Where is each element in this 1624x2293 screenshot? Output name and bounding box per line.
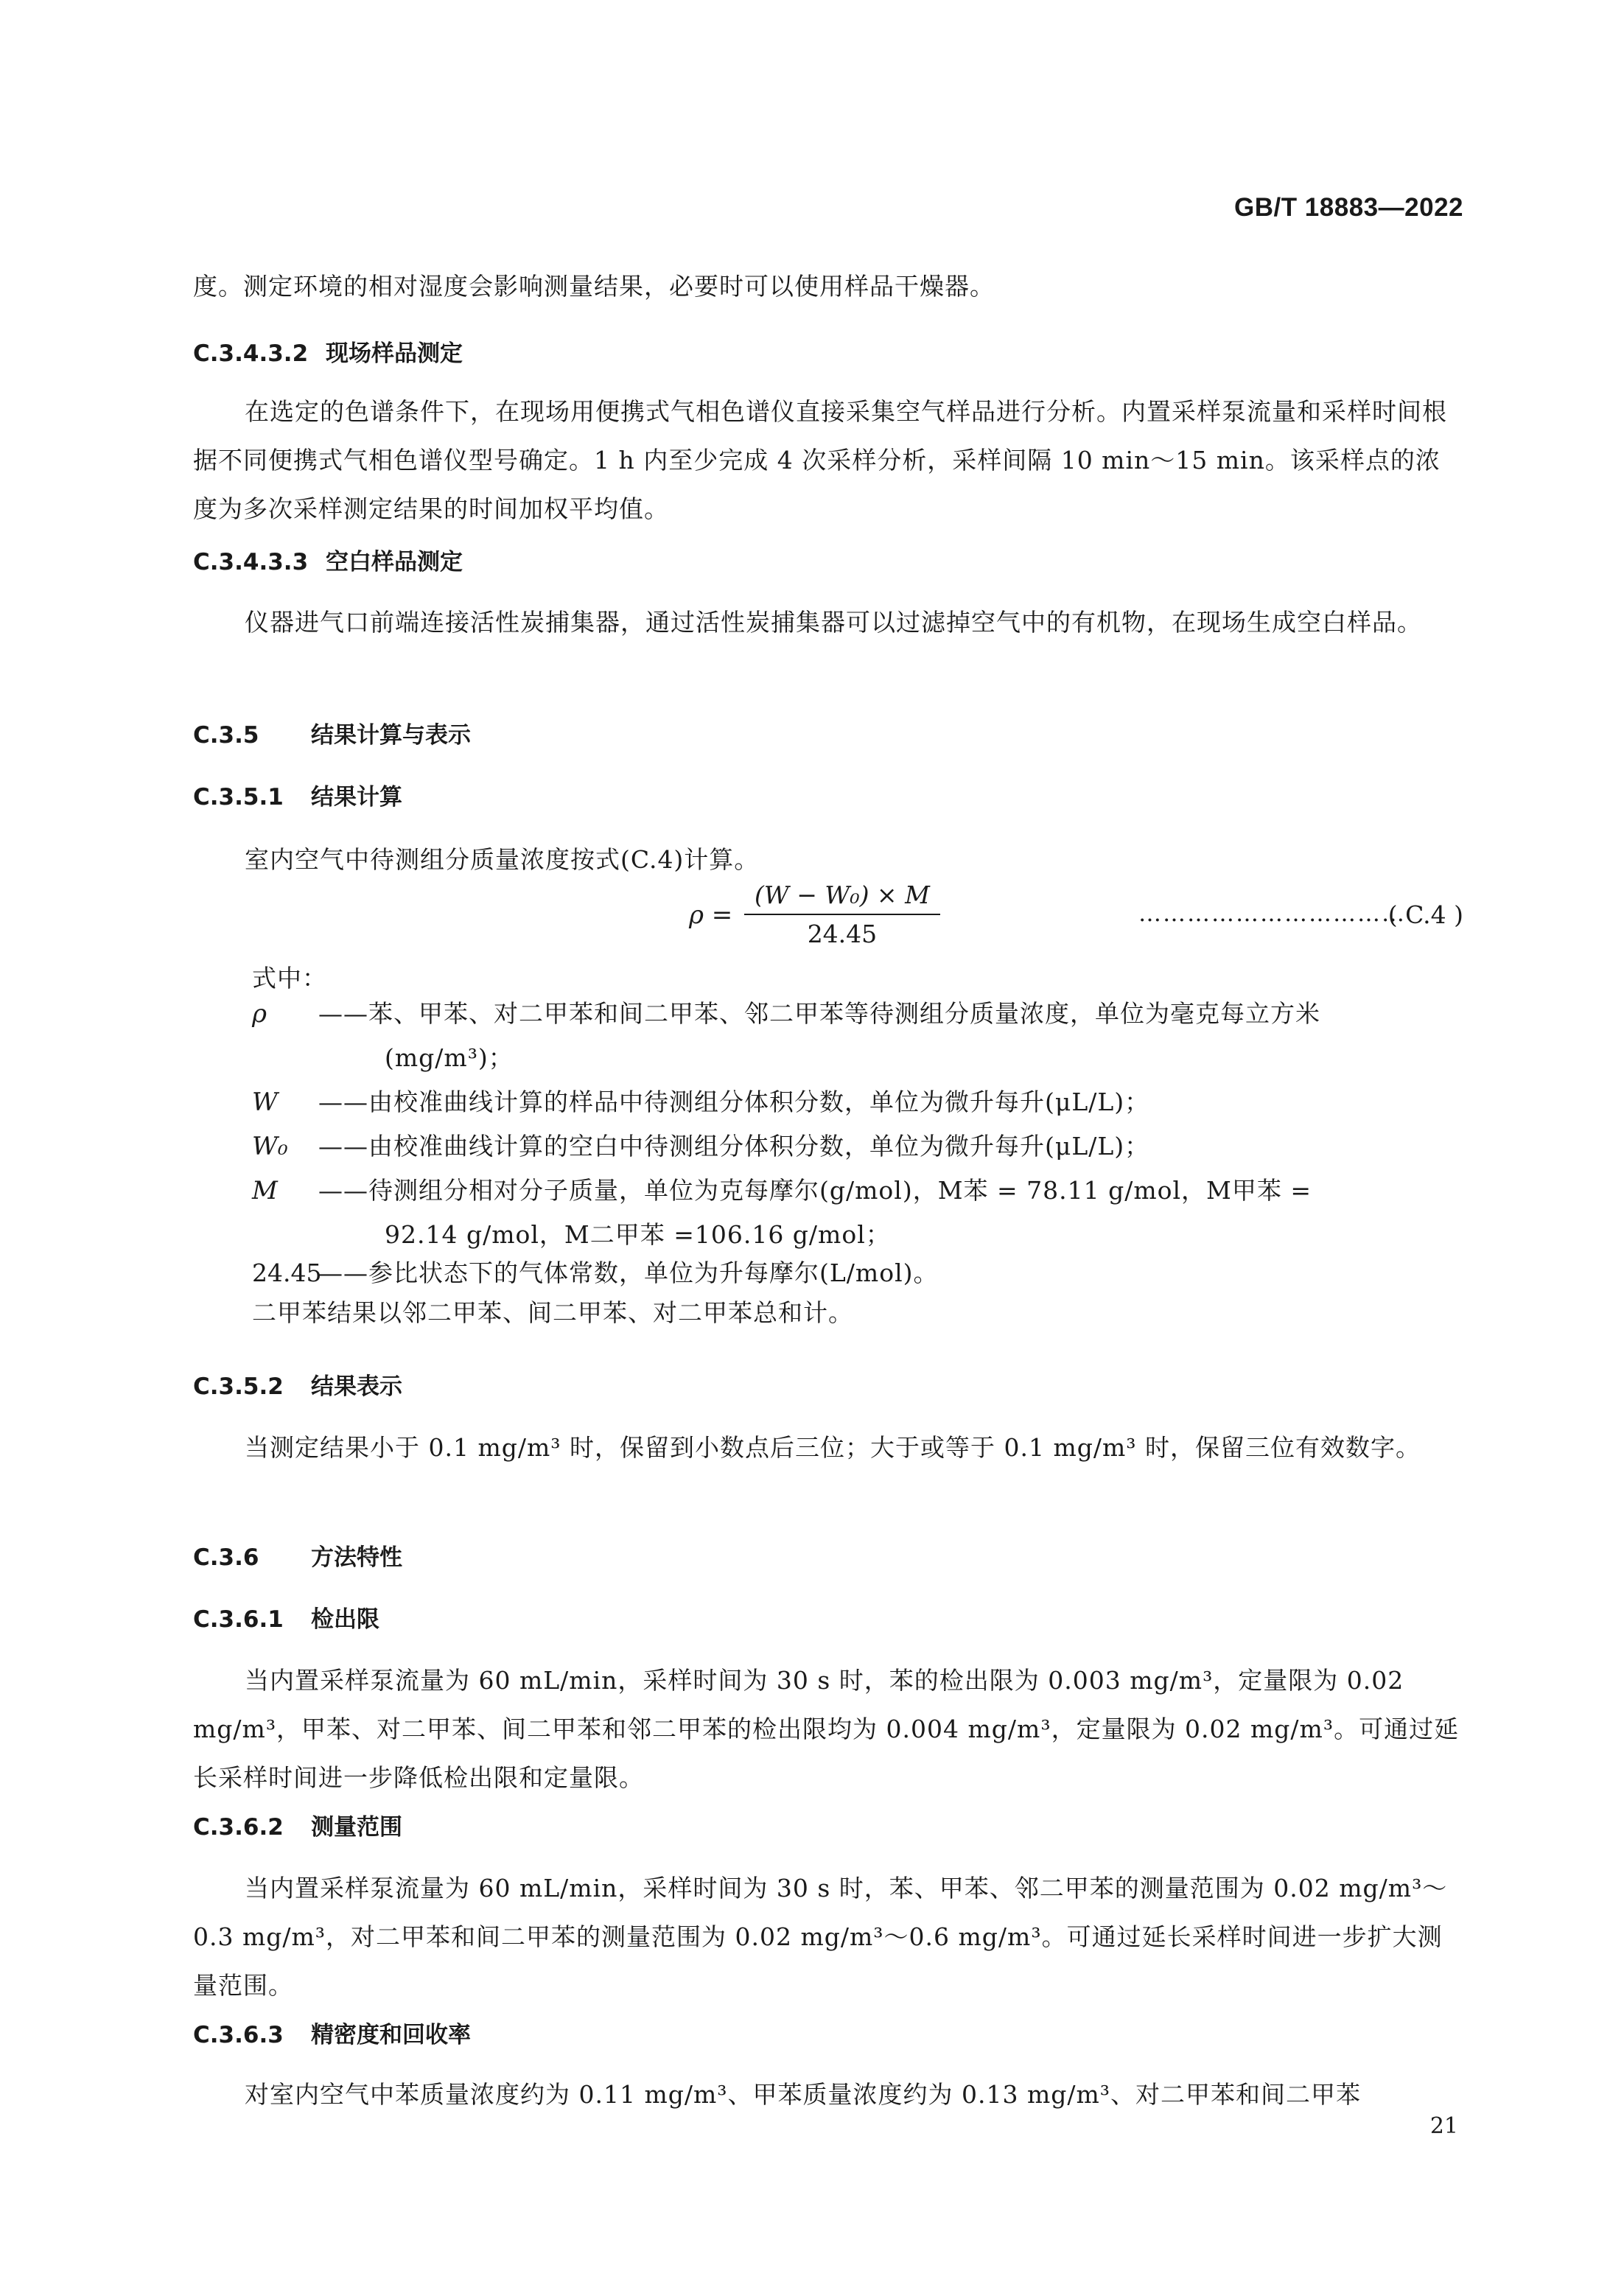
section-title: 空白样品测定 [326, 549, 463, 575]
section-number: C.3.6.1 [193, 1606, 284, 1633]
formula-fraction [744, 881, 940, 948]
paragraph-c362: 当内置采样泵流量为 60 mL/min，采样时间为 30 s 时，苯、甲苯、邻二甲苯的测量范围为 0.02 mg/m³～0.3 mg/m³，对二甲苯和间二甲苯的测量范围为 0.02 mg/m³～0.6 mg/m³。可通过延长采样时间进一步扩大测量范围。 [193, 1874, 1448, 2000]
page-number: 21 [1429, 2113, 1458, 2139]
formula-numerator: (W − W₀) × M [744, 881, 940, 915]
paragraph-c363: 对室内空气中苯质量浓度约为 0.11 mg/m³、甲苯质量浓度约为 0.13 mg/m³、对二甲苯和间二甲苯 [245, 2080, 1362, 2109]
paragraph-c352: 当测定结果小于 0.1 mg/m³ 时，保留到小数点后三位；大于或等于 0.1 mg/m³ 时，保留三位有效数字。 [245, 1433, 1421, 1462]
section-number: C.3.6.2 [193, 1814, 284, 1841]
section-heading-c362 [193, 1813, 402, 1842]
where-label: 式中： [252, 964, 327, 993]
formula-denominator: 24.45 [807, 920, 878, 948]
section-title: 结果计算与表示 [311, 722, 471, 749]
section-heading-c363 [193, 2020, 471, 2050]
var-symbol-w0: W₀ [252, 1132, 288, 1161]
section-number: C.3.6.3 [193, 2022, 284, 2048]
var-symbol-constant: 24.45 [252, 1258, 322, 1287]
formula-lhs: ρ = [689, 900, 733, 930]
section-title: 结果表示 [311, 1373, 402, 1400]
section-number: C.3.4.3.3 [193, 549, 309, 575]
section-number: C.3.6 [193, 1544, 259, 1571]
var-symbol-m: M [252, 1176, 278, 1205]
section-heading-c35 [193, 721, 471, 750]
section-heading-c351 [193, 783, 402, 812]
paragraph-c361: 当内置采样泵流量为 60 mL/min，采样时间为 30 s 时，苯的检出限为 0.003 mg/m³，定量限为 0.02 mg/m³，甲苯、对二甲苯、间二甲苯和邻二甲苯的检出限均为 0.004 mg/m³，定量限为 0.02 mg/m³。可通过延长采样时间进一步降低检出限和定量限。 [193, 1666, 1460, 1792]
section-heading-c352 [193, 1372, 402, 1401]
paragraph-c351: 室内空气中待测组分质量浓度按式(C.4)计算。 [245, 845, 760, 874]
var-symbol-rho: ρ [252, 999, 267, 1029]
section-title: 测量范围 [311, 1814, 402, 1841]
section-number: C.3.5 [193, 722, 259, 749]
section-number: C.3.4.3.2 [193, 340, 309, 367]
section-title: 现场样品测定 [326, 340, 463, 367]
section-title: 精密度和回收率 [311, 2022, 471, 2048]
formula-dot-leader: …………………………… [1138, 900, 1406, 927]
var-desc-w: ——由校准曲线计算的样品中待测组分体积分数，单位为微升每升(μL/L)； [318, 1088, 1150, 1116]
section-heading-c36 [193, 1543, 402, 1572]
section-heading-c361 [193, 1605, 379, 1634]
paragraph-c3433: 仪器进气口前端连接活性炭捕集器，通过活性炭捕集器可以过滤掉空气中的有机物，在现场生成空白样品。 [245, 608, 1422, 637]
section-number: C.3.5.2 [193, 1373, 284, 1400]
section-number: C.3.5.1 [193, 784, 284, 811]
section-heading-c3433 [193, 547, 463, 577]
var-symbol-w: W [252, 1088, 278, 1117]
note-xylene: 二甲苯结果以邻二甲苯、间二甲苯、对二甲苯总和计。 [252, 1298, 853, 1327]
standard-code: GB/T 18883—2022 [1233, 193, 1463, 222]
paragraph-intro: 度。测定环境的相对湿度会影响测量结果，必要时可以使用样品干燥器。 [193, 272, 995, 301]
formula-number: ( C.4 ) [1387, 900, 1463, 929]
section-title: 检出限 [311, 1606, 379, 1633]
section-title: 方法特性 [311, 1544, 402, 1571]
paragraph-c3432: 在选定的色谱条件下，在现场用便携式气相色谱仪直接采集空气样品进行分析。内置采样泵流量和采样时间根据不同便携式气相色谱仪型号确定。1 h 内至少完成 4 次采样分析，采样间隔 10 min～15 min。该采样点的浓度为多次采样测定结果的时间加权平均值。 [193, 397, 1447, 523]
section-heading-c3432 [193, 339, 463, 368]
var-desc-rho: ——苯、甲苯、对二甲苯和间二甲苯、邻二甲苯等待测组分质量浓度，单位为毫克每立方米 (mg/m³)； [318, 999, 1320, 1072]
var-desc-constant: ——参比状态下的气体常数，单位为升每摩尔(L/mol)。 [318, 1258, 939, 1287]
var-desc-m: ——待测组分相对分子质量，单位为克每摩尔(g/mol)，M苯 = 78.11 g/mol，M甲苯 = 92.14 g/mol，M二甲苯 =106.16 g/mol； [318, 1176, 1312, 1249]
var-desc-w0: ——由校准曲线计算的空白中待测组分体积分数，单位为微升每升(μL/L)； [318, 1132, 1150, 1160]
section-title: 结果计算 [311, 784, 402, 811]
